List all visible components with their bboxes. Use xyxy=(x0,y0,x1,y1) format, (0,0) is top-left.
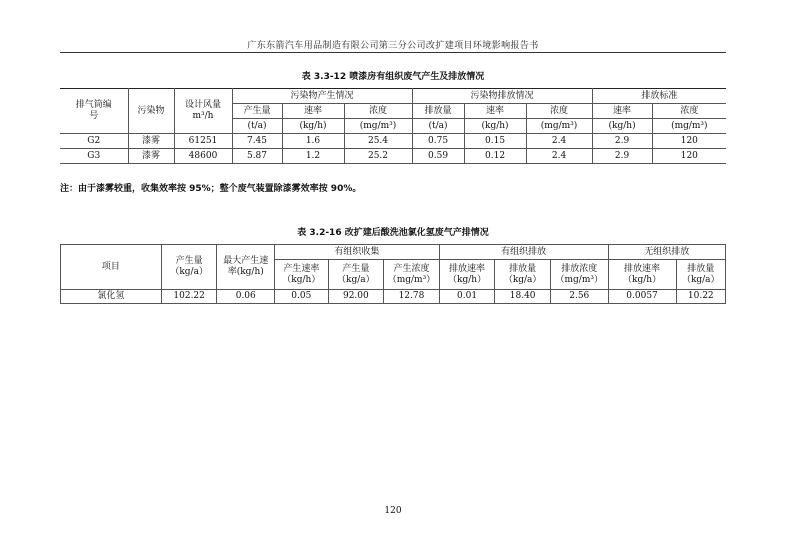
table-cell: 0.59 xyxy=(412,149,464,164)
sub-header: 排放速率（kg/h） xyxy=(608,260,676,290)
col-item: 项目 xyxy=(61,245,162,290)
table-cell: 120 xyxy=(652,134,726,149)
col-pollutant: 污染物 xyxy=(128,89,174,134)
table-cell: G2 xyxy=(60,134,128,149)
table-cell: 2.4 xyxy=(526,149,592,164)
group-emission: 污染物排放情况 xyxy=(412,89,592,104)
col-airflow-label: 设计风量 xyxy=(184,100,221,110)
table-cell: 2.4 xyxy=(526,134,592,149)
sub-rate: 速率 xyxy=(282,104,344,119)
header-rule xyxy=(60,52,726,53)
table-cell: 92.00 xyxy=(328,290,384,304)
group-generation: 污染物产生情况 xyxy=(232,89,412,104)
table-row xyxy=(60,149,726,164)
table-cell: 漆雾 xyxy=(128,149,174,164)
table-cell: 25.2 xyxy=(344,149,412,164)
group-standard: 排放标准 xyxy=(592,89,726,104)
col-gen-amount-unit: （kg/a） xyxy=(170,267,208,277)
spray-booth-emission-table xyxy=(60,88,726,164)
page-header: 广东东箭汽车用品制造有限公司第三分公司改扩建项目环境影响报告书 xyxy=(247,41,539,51)
table-cell: 120 xyxy=(652,149,726,164)
unit-cell: (kg/h) xyxy=(464,119,526,134)
sub-header: 排放量（kg/a） xyxy=(495,260,551,290)
sub-amount: 产生量 xyxy=(232,104,282,119)
unit-cell: (mg/m³) xyxy=(344,119,412,134)
unit-cell: (kg/h) xyxy=(592,119,652,134)
table1-caption: 表 3.3-12 喷漆房有组织废气产生及排放情况 xyxy=(301,72,485,82)
unit-cell: (t/a) xyxy=(232,119,282,134)
table-cell: 0.01 xyxy=(439,290,495,304)
col-gen-amount xyxy=(161,245,217,290)
table-cell: 1.6 xyxy=(282,134,344,149)
table-cell: 0.12 xyxy=(464,149,526,164)
unit-cell: (mg/m³) xyxy=(652,119,726,134)
table-cell: 61251 xyxy=(174,134,232,149)
table-cell: 5.87 xyxy=(232,149,282,164)
sub-emit-amount: 排放量 xyxy=(412,104,464,119)
sub-header: 排放量（kg/a） xyxy=(676,260,725,290)
table-cell: 0.0057 xyxy=(608,290,676,304)
sub-emit-conc: 浓度 xyxy=(526,104,592,119)
col-max-rate: 最大产生速率(kg/h) xyxy=(217,245,275,290)
table-cell: 2.9 xyxy=(592,134,652,149)
table-cell: 10.22 xyxy=(676,290,725,304)
col-outlet: 排气筒编号 xyxy=(60,89,128,134)
table-cell: G3 xyxy=(60,149,128,164)
sub-header: 排放浓度（mg/m³） xyxy=(550,260,608,290)
unit-cell: (mg/m³) xyxy=(526,119,592,134)
sub-header: 排放速率（kg/h） xyxy=(439,260,495,290)
table-cell: 0.05 xyxy=(275,290,329,304)
table-cell: 1.2 xyxy=(282,149,344,164)
sub-emit-rate: 速率 xyxy=(464,104,526,119)
page-number: 120 xyxy=(384,506,402,516)
table-cell: 48600 xyxy=(174,149,232,164)
table-cell: 12.78 xyxy=(384,290,440,304)
sub-header: 产生速率（kg/h） xyxy=(275,260,329,290)
sub-std-rate: 速率 xyxy=(592,104,652,119)
sub-std-conc: 浓度 xyxy=(652,104,726,119)
table-row xyxy=(61,290,726,304)
sub-header: 产生浓度（mg/m³） xyxy=(384,260,440,290)
unit-cell: (t/a) xyxy=(412,119,464,134)
table-row xyxy=(60,134,726,149)
hcl-emission-table xyxy=(60,244,726,304)
group-organized-emission: 有组织排放 xyxy=(439,245,608,260)
table-cell: 102.22 xyxy=(161,290,217,304)
group-unorganized-emission: 无组织排放 xyxy=(608,245,725,260)
table-cell: 2.9 xyxy=(592,149,652,164)
table1-note: 注：由于漆雾较重，收集效率按 95%；整个废气装置除漆雾效率按 90%。 xyxy=(60,184,362,194)
table-cell: 25.4 xyxy=(344,134,412,149)
unit-cell: (kg/h) xyxy=(282,119,344,134)
table-cell: 0.06 xyxy=(217,290,275,304)
col-airflow-unit: m³/h xyxy=(192,111,214,121)
table2-caption: 表 3.2-16 改扩建后酸洗池氯化氢废气产排情况 xyxy=(297,228,489,238)
col-gen-amount-label: 产生量 xyxy=(175,256,203,266)
table-cell: 2.56 xyxy=(550,290,608,304)
col-airflow xyxy=(174,89,232,134)
sub-conc: 浓度 xyxy=(344,104,412,119)
group-collection: 有组织收集 xyxy=(275,245,440,260)
sub-header: 产生量（kg/a） xyxy=(328,260,384,290)
table-cell: 18.40 xyxy=(495,290,551,304)
table-cell: 0.15 xyxy=(464,134,526,149)
table-cell: 漆雾 xyxy=(128,134,174,149)
table-cell: 氯化氢 xyxy=(61,290,162,304)
table-cell: 0.75 xyxy=(412,134,464,149)
table-cell: 7.45 xyxy=(232,134,282,149)
